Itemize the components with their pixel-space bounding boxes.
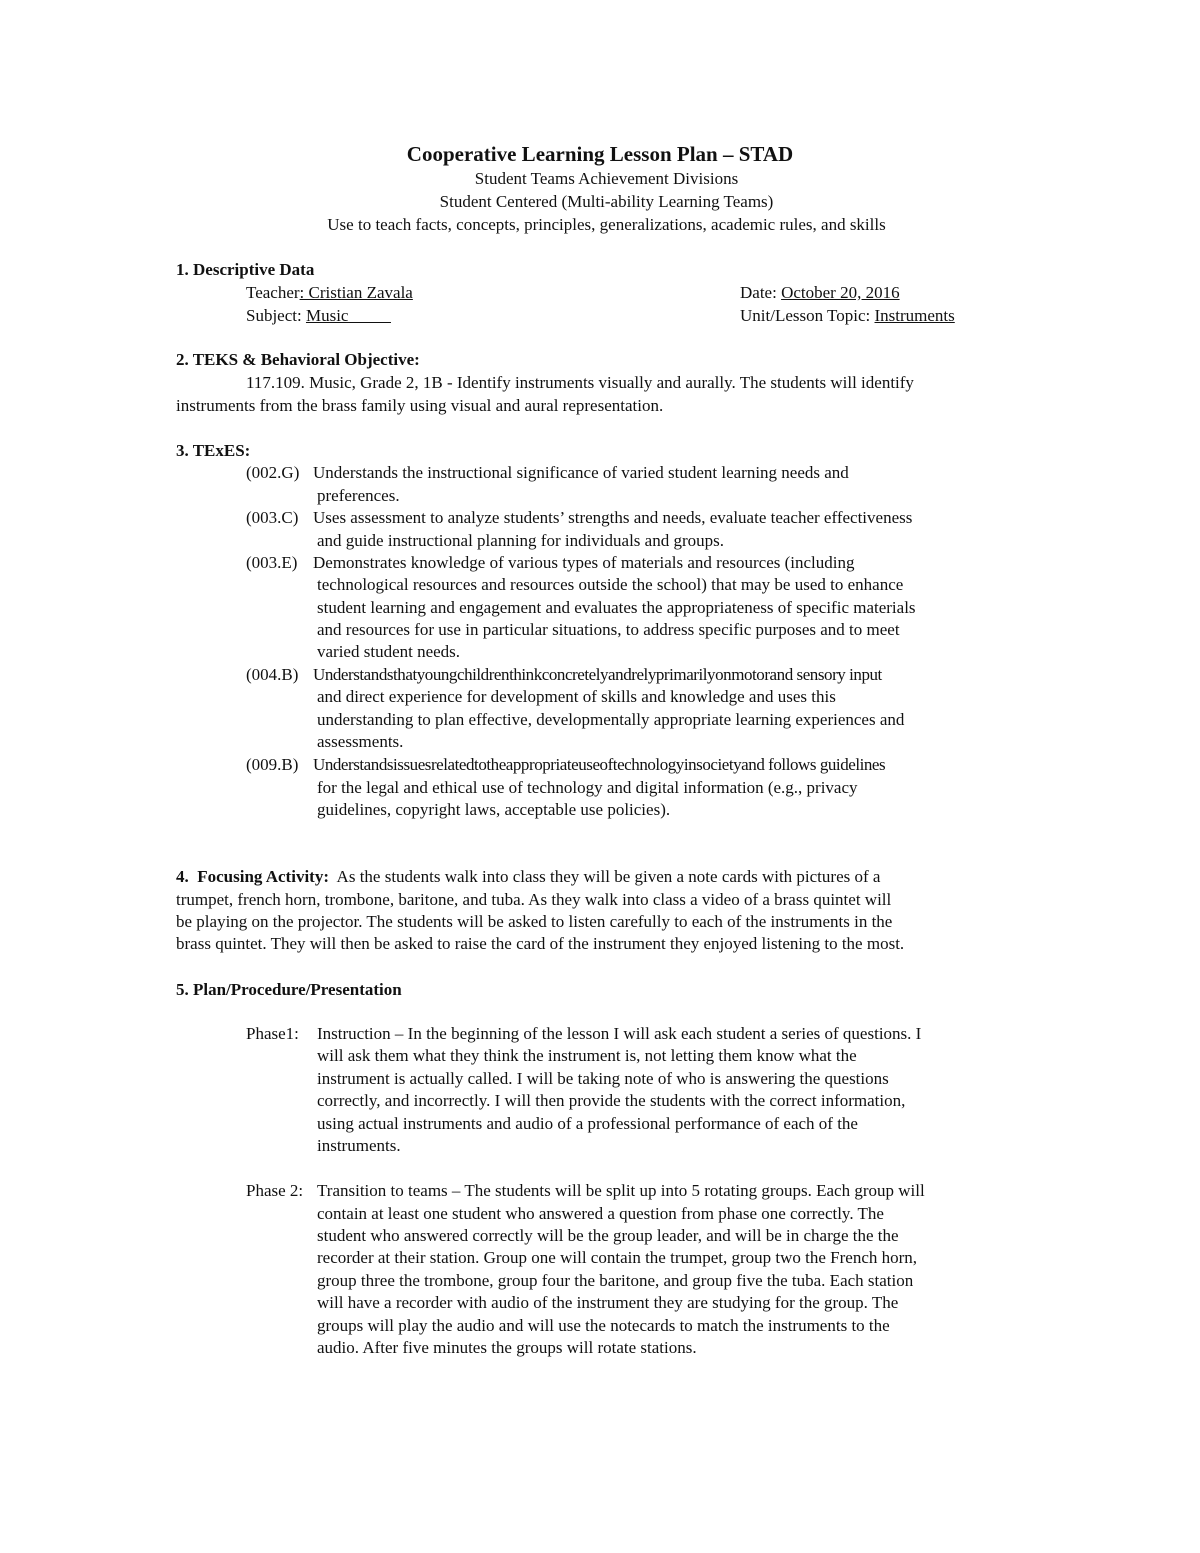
focusing-activity-first-line [176,866,880,888]
date-value: October 20, 2016 [781,283,900,302]
topic-row [740,305,955,327]
topic-value: Instruments [874,306,955,325]
teacher-label: Teacher [246,283,300,302]
subject-value: Music [305,306,391,325]
phase-text: audio. After five minutes the groups will rotate stations. [317,1338,697,1357]
texes-text: assessments. [317,732,404,751]
phase-text: instruments. [317,1136,401,1155]
texes-text: for the legal and ethical use of technology and digital information (e.g., privacy [317,778,858,797]
subtitle-purpose: Use to teach facts, concepts, principles, generalizations, academic rules, and skills [327,215,886,234]
texes-text: Uses assessment to analyze students’ strengths and needs, evaluate teacher effectiveness [313,508,913,527]
phase-text: recorder at their station. Group one will contain the trumpet, group two the French horn, [317,1248,918,1267]
phase-text: Transition to teams – The students will be split up into 5 rotating groups. Each group will [317,1181,925,1200]
teacher-row [246,282,413,304]
section-heading-plan-procedure: 5. Plan/Procedure/Presentation [176,980,402,999]
phase-text: correctly, and incorrectly. I will then provide the students with the correct information, [317,1091,906,1110]
texes-text: Demonstrates knowledge of various types of materials and resources (including [313,553,855,572]
phase-text: student who answered correctly will be the group leader, and will be in charge the the [317,1226,899,1245]
page-title: Cooperative Learning Lesson Plan – STAD [406,142,794,166]
subject-label: Subject: [246,306,306,325]
phase-text: contain at least one student who answered a question from phase one correctly. The [317,1204,884,1223]
section-heading-texes: 3. TExES: [176,441,251,460]
phase-text: groups will play the audio and will use the notecards to match the instruments to the [317,1316,890,1335]
subtitle-student-centered: Student Centered (Multi-ability Learning Teams) [439,192,774,211]
phase-text: will have a recorder with audio of the instrument they are studying for the group. The [317,1293,899,1312]
phase-label: Phase1: [246,1024,299,1043]
texes-text: preferences. [317,486,400,505]
date-row [740,282,900,304]
topic-label: Unit/Lesson Topic: [740,306,875,325]
date-label: Date: [740,283,782,302]
texes-text: and direct experience for development of skills and knowledge and uses this [317,687,836,706]
texes-code: (009.B) [246,755,299,774]
texes-text: Understands the instructional significance of varied student learning needs and [313,463,849,482]
phase-text: Instruction – In the beginning of the lesson I will ask each student a series of questions. I [317,1024,922,1043]
texes-text: understanding to plan effective, developmentally appropriate learning experiences and [317,710,905,729]
phase-text: group three the trombone, group four the baritone, and group five the tuba. Each station [317,1271,914,1290]
section-heading-descriptive-data: 1. Descriptive Data [176,260,315,279]
focusing-text: brass quintet. They will then be asked to raise the card of the instrument they enjoyed listening to the most. [176,934,905,953]
teks-line: instruments from the brass family using visual and aural representation. [176,396,664,415]
phase-text: using actual instruments and audio of a professional performance of each of the [317,1114,858,1133]
texes-code: (003.E) [246,553,298,572]
focusing-text: be playing on the projector. The students will be asked to listen carefully to each of the instruments in the [176,912,893,931]
texes-code: (003.C) [246,508,299,527]
texes-code: (004.B) [246,665,299,684]
phase-text: instrument is actually called. I will be taking note of who is answering the questions [317,1069,889,1088]
texes-code: (002.G) [246,463,300,482]
focusing-text: trumpet, french horn, trombone, baritone, and tuba. As they walk into class a video of a brass quintet will [176,890,892,909]
texes-text: Understandsthatyoungchildrenthinkconcretelyandrelyprimarilyonmotorand sensory input [313,665,882,684]
texes-text: student learning and engagement and evaluates the appropriateness of specific materials [317,598,916,617]
texes-text: varied student needs. [317,642,461,661]
texes-text: technological resources and resources outside the school) that may be used to enhance [317,575,904,594]
texes-text: guidelines, copyright laws, acceptable use policies). [317,800,671,819]
subtitle-stad: Student Teams Achievement Divisions [474,169,739,188]
subject-row [246,305,391,327]
section-heading-focusing-activity: 4. Focusing Activity: [176,867,329,886]
phase-text: will ask them what they think the instrument is, not letting them know what the [317,1046,857,1065]
teacher-value: : Cristian Zavala [299,283,413,302]
texes-text: Understandsissuesrelatedtotheappropriateuseoftechnologyinsocietyand follows guidelines [313,755,886,774]
teks-line: 117.109. Music, Grade 2, 1B - Identify instruments visually and aurally. The students will identify [246,373,914,392]
focusing-text: As the students walk into class they will be given a note cards with pictures of a [329,867,881,886]
phase-label: Phase 2: [246,1181,304,1200]
section-heading-teks: 2. TEKS & Behavioral Objective: [176,350,420,369]
texes-text: and resources for use in particular situations, to address specific purposes and to meet [317,620,900,639]
texes-text: and guide instructional planning for individuals and groups. [317,531,724,550]
